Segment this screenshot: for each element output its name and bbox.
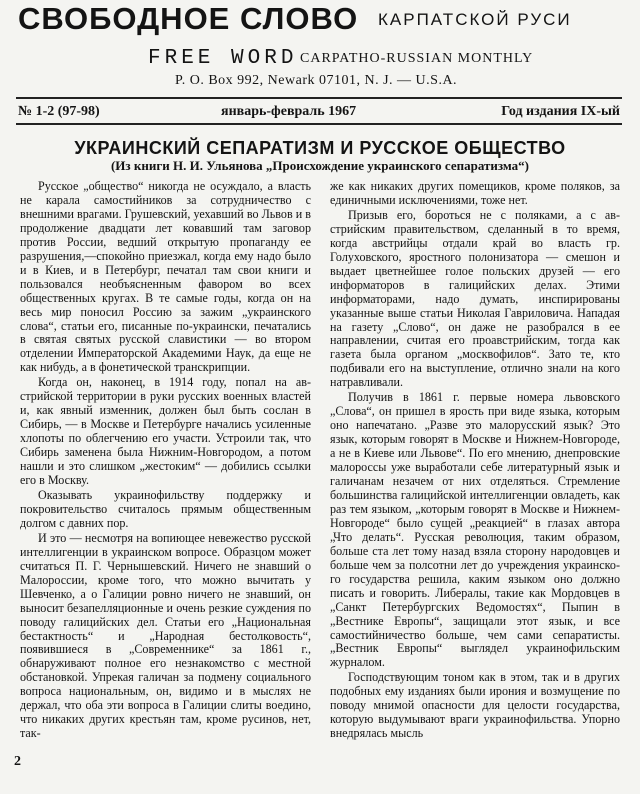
paragraph: Русское „общество“ никогда не осуждало, а власть не карала самостийников за сотрудничество с внешними врагами. Грушевский, уехавший во Львов и в продолжение двадцати лет ковавший там заговор против России, ведший открытую пропаганду ее разрушения,—спокойно приезжал, когда ему надо было и в Киев, и в Петербург, печатал там свои книги и пользовался необъясненным фавором во всех общественных кругах. В те самые годы, когда он на весь мир поносил Россию за зажим „украинского слова“, статьи его, писанные по-украински, печатались в святая святых русской славистики — во втором отделении Императорской Академими Наук, да еще не как нибудь, а в фонетической транскрипции.: [20, 179, 311, 375]
issue-number: № 1-2 (97-98): [18, 104, 100, 119]
bottom-rule: [16, 123, 622, 125]
paragraph: же как никаких других помещиков, кроме поляков, за единичными исключениями, тоже нет.: [330, 179, 620, 207]
masthead-title: СВОБОДНОЕ СЛОВО: [18, 1, 359, 36]
top-rule: [16, 97, 622, 99]
article-source: (Из книги Н. И. Ульянова „Происхождение украинского сепаратизма“): [110, 158, 530, 173]
issue-date: январь-февраль 1967: [221, 104, 357, 119]
article-left-column: [20, 180, 311, 742]
paragraph: Призыв его, бороться не с поляками, а с австрийским правительством, сделанный в то время, когда австрийцы отдали край во власть гр. Голуховского, яростного полонизатора — смешон и выдает цветнейшее голое польских друзей — его информаторов в галицийских делах. Этими информаторами, надо думать, инспирированы указанные выше статьи Николая Гавриловича. Нападая на газету „Слово“, он даже не разобрался в ее направлении, считая его проавстрийским, тогда как газета была органом „москвофилов“. Зато те, кто подбивали его на выступление, отлично знали на кого натравливали.: [330, 207, 620, 390]
article-title: УКРАИНСКИЙ СЕПАРАТИЗМ И РУССКОЕ ОБЩЕСТВО: [74, 138, 566, 158]
paragraph: Оказывать украинофильству поддержку и покровительство считалось прямым общественным долгом с давних пор.: [20, 487, 311, 530]
english-title: FREE WORD: [148, 47, 298, 70]
paragraph: И это — несмотря на вопиющее невежество русской интеллигенции в украинском вопросе. Образцом может считаться П. Г. Чернышевский. Ничего не знавший о Малороссии, кроме того, что можно вычитать у Шевченко, а о Галиции ровно ничего не знавший, он выносит безапелляционные и очень резкие суждения по поводу галицийских дел. Статьи его „Национальная бестактность“ и „Народная бестолковость“, появившиеся в „Современнике“ за 1861 г., обнаруживают полное его незнакомство с местной обстановкой. Упрекая галичан за подмену социального вопроса национальным, он, видимо и в мыслях не держал, что оба эти вопроса в Галиции слиты воедино, что никаких других крестьян там, кроме русинов, нет, так-: [20, 530, 311, 741]
article-right-column: [330, 180, 620, 742]
publication-year: Год издания IX-ый: [501, 104, 620, 119]
page-number: 2: [14, 754, 21, 769]
paragraph: Господствующим тоном как в этом, так и в других подобных ему изданиях были ирония и возмущение по поводу мнимой опасности для целости государства, которую выдумывают враги украинофильства. Упорно внедрялась мысль: [330, 670, 620, 741]
paragraph: Получив в 1861 г. первые номера львовского „Слова“, он пришел в ярость при виде языка, которым оно напечатано. „Разве это малорусский язык? Это язык, которым говорят в Москве и Нижнем-Новгороде, а не в Киеве или Львове“. По его мнению, днепровские малороссы уже выработали себе литературный язык и галичанам незачем от них отделяться. Стремление большинства галицийской интеллигенции овладеть, как раз тем языком, „которым говорят в Москве и Нижнем-Новгороде“ было сущей „реакцией“ в глазах автора „Что делать“. Русская революция, таким образом, больше ста лет тому назад взяла сторону народовцев и больше чем за полсотни лет до учреждения украинского государства решила, каким языком оно должно писать и говорить. Либералы, такие как Мордовцев в „Санкт Петербургских Ведомостях“, Пыпин в „Вестнике Европы“, защищали этот язык, и все самостийничество больше, чем сами сепаратисты. „Вестник Европы“ выглядел украинофильским журналом.: [330, 390, 620, 670]
masthead-subtitle: КАРПАТСКОЙ РУСИ: [378, 10, 572, 29]
paragraph: Когда он, наконец, в 1914 году, попал на австрийской территории в руки русских военных властей и, как явный изменник, должен был быть сослан в Сибирь, — в Москве и Петербурге начались усиленные хлопоты по облегчению его участи. Устроили так, что Сибирь заменена была Нижним-Новгородом, а потом нашли и это слишком „жестоким“ — добились ссылки его в Москву.: [20, 375, 311, 488]
english-subtitle: CARPATHO-RUSSIAN MONTHLY: [300, 51, 534, 66]
mailing-address: P. O. Box 992, Newark 07101, N. J. — U.S.A.: [175, 73, 458, 88]
